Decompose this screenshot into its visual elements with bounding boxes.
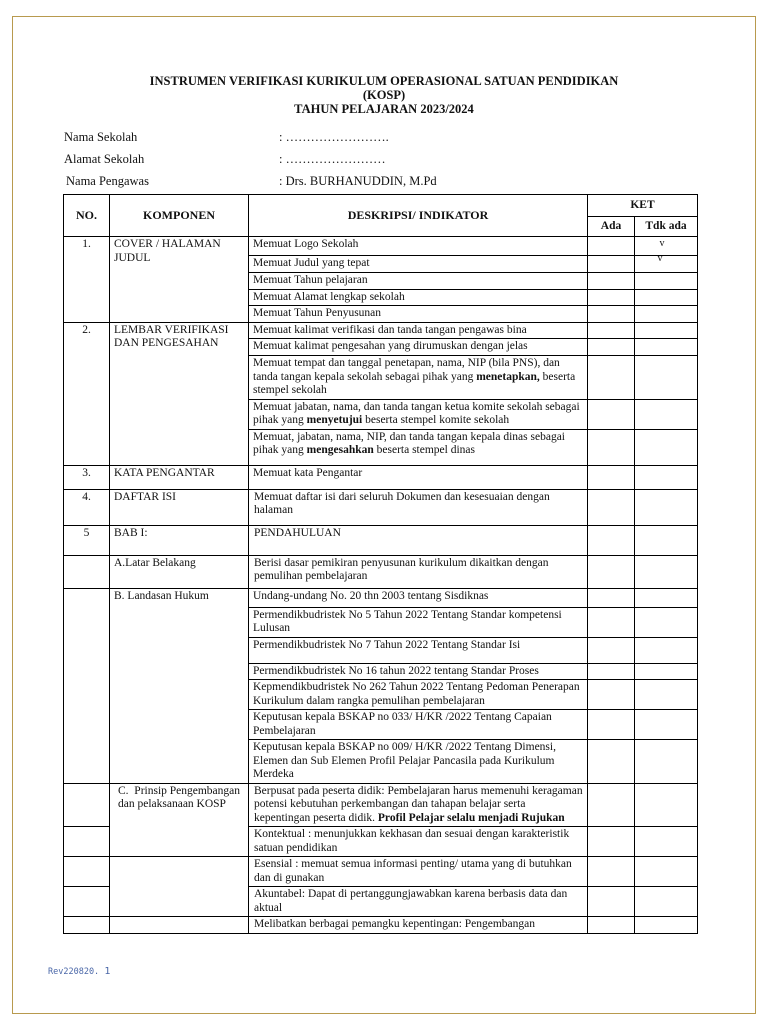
check-tdk-ada[interactable] [635, 680, 698, 710]
check-ada[interactable] [588, 289, 635, 306]
check-tdk-ada[interactable] [635, 783, 698, 827]
verification-table [63, 194, 698, 934]
indicator-cell: Memuat Tahun Penyusunan [249, 306, 588, 323]
indicator-cell: Permendikbudristek No 7 Tahun 2022 Tentang Standar Isi [249, 637, 588, 663]
check-tdk-ada[interactable] [635, 322, 698, 339]
header-no: NO. [64, 195, 110, 237]
row-number: 5 [64, 525, 110, 555]
indicator-cell: Undang-undang No. 20 thn 2003 tentang Sisdiknas [249, 588, 588, 607]
row-number [64, 588, 110, 783]
check-tdk-ada[interactable] [635, 827, 698, 857]
table-row [64, 783, 698, 827]
indicator-cell: Keputusan kepala BSKAP no 033/ H/KR /2022 Tentang Capaian Pembelajaran [249, 710, 588, 740]
header-tdk-ada: Tdk ada [635, 217, 698, 237]
table-row [64, 555, 698, 588]
check-ada[interactable] [588, 237, 635, 256]
check-tdk-ada[interactable] [635, 273, 698, 290]
check-tdk-ada[interactable] [635, 489, 698, 525]
check-ada[interactable] [588, 273, 635, 290]
indicator-cell: Memuat Alamat lengkap sekolah [249, 289, 588, 306]
school-name-value: : ……………………. [279, 130, 389, 144]
document-title: INSTRUMEN VERIFIKASI KURIKULUM OPERASIONAL SATUAN PENDIDIKAN [149, 74, 619, 88]
check-tdk-ada[interactable] [635, 399, 698, 429]
row-number: 3. [64, 465, 110, 489]
check-tdk-ada[interactable] [635, 663, 698, 680]
check-ada[interactable] [588, 339, 635, 356]
check-ada[interactable] [588, 465, 635, 489]
indicator-cell: Memuat, jabatan, nama, NIP, dan tanda tangan kepala dinas sebagai pihak yang mengesahkan beserta stempel dinas [249, 429, 588, 465]
component-cell: A.Latar Belakang [110, 555, 249, 588]
row-number: 1. [64, 237, 110, 323]
check-ada[interactable] [588, 356, 635, 400]
indicator-cell: Memuat tempat dan tanggal penetapan, nama, NIP (bila PNS), dan tanda tangan kepala sekolah sebagai pihak yang menetapkan, beserta stempel sekolah [249, 356, 588, 400]
table-row [64, 525, 698, 555]
check-tdk-ada[interactable] [635, 740, 698, 784]
check-tdk-ada[interactable] [635, 887, 698, 917]
check-tdk-ada[interactable] [635, 289, 698, 306]
check-ada[interactable] [588, 306, 635, 323]
indicator-cell: Memuat Logo Sekolah [249, 237, 588, 256]
table-row [64, 465, 698, 489]
academic-year: TAHUN PELAJARAN 2023/2024 [294, 102, 474, 116]
check-tdk-ada[interactable] [635, 306, 698, 323]
row-number [64, 917, 110, 934]
indicator-cell: Keputusan kepala BSKAP no 009/ H/KR /2022 Tentang Dimensi, Elemen dan Sub Elemen Profil Pelajar Pancasila pada Kurikulum Merdeka [249, 740, 588, 784]
check-ada[interactable] [588, 783, 635, 827]
header-komponen: KOMPONEN [110, 195, 249, 237]
component-cell: C. Prinsip Pengembangan dan pelaksanaan KOSP [110, 783, 249, 857]
indicator-cell: Melibatkan berbagai pemangku kepentingan: Pengembangan [249, 917, 588, 934]
table-row [64, 857, 698, 887]
component-cell: BAB I: [110, 525, 249, 555]
check-ada[interactable] [588, 740, 635, 784]
indicator-cell: Berisi dasar pemikiran penyusunan kurikulum dikaitkan dengan pemulihan pembelajaran [249, 555, 588, 588]
supervisor-label: Nama Pengawas [66, 174, 149, 188]
check-ada[interactable] [588, 710, 635, 740]
school-address-value: : …………………… [279, 152, 386, 166]
check-ada[interactable] [588, 322, 635, 339]
check-ada[interactable] [588, 680, 635, 710]
component-cell: LEMBAR VERIFIKASI DAN PENGESAHAN [110, 322, 249, 465]
table-row [64, 917, 698, 934]
check-ada[interactable] [588, 555, 635, 588]
check-tdk-ada[interactable] [635, 607, 698, 637]
header-deskripsi: DESKRIPSI/ INDIKATOR [249, 195, 588, 237]
check-tdk-ada[interactable] [635, 339, 698, 356]
indicator-cell: Kontektual : menunjukkan kekhasan dan sesuai dengan karakteristik satuan pendidikan [249, 827, 588, 857]
row-number [64, 857, 110, 887]
revision-code: Rev220820. [48, 967, 100, 977]
table-row [64, 588, 698, 607]
row-number [64, 555, 110, 588]
check-ada[interactable] [588, 399, 635, 429]
check-tdk-ada[interactable] [635, 917, 698, 934]
page-footer [48, 966, 110, 977]
check-ada[interactable] [588, 663, 635, 680]
row-number: 2. [64, 322, 110, 465]
component-cell: COVER / HALAMAN JUDUL [110, 237, 249, 323]
row-number [64, 783, 110, 827]
indicator-cell: Memuat jabatan, nama, dan tanda tangan ketua komite sekolah sebagai pihak yang menyetujui beserta stempel komite sekolah [249, 399, 588, 429]
supervisor-value: : Drs. BURHANUDDIN, M.Pd [279, 174, 437, 188]
indicator-cell: Memuat Tahun pelajaran [249, 273, 588, 290]
check-ada[interactable] [588, 489, 635, 525]
check-ada[interactable] [588, 887, 635, 917]
indicator-cell: Memuat kalimat verifikasi dan tanda tangan pengawas bina [249, 322, 588, 339]
indicator-cell: Kepmendikbudristek No 262 Tahun 2022 Tentang Pedoman Penerapan Kurikulum dalam rangka pemulihan pembelajaran [249, 680, 588, 710]
component-cell: B. Landasan Hukum [110, 588, 249, 783]
check-tdk-ada[interactable]: v [635, 256, 698, 273]
indicator-cell: Esensial : memuat semua informasi penting/ utama yang di butuhkan dan di gunakan [249, 857, 588, 887]
indicator-cell: Permendikbudristek No 5 Tahun 2022 Tentang Standar kompetensi Lulusan [249, 607, 588, 637]
component-cell [110, 917, 249, 934]
row-number [64, 827, 110, 857]
document-subtitle: (KOSP) [362, 88, 406, 102]
table-row [64, 489, 698, 525]
check-tdk-ada[interactable] [635, 429, 698, 465]
indicator-cell: Memuat Judul yang tepat [249, 256, 588, 273]
header-ada: Ada [588, 217, 635, 237]
check-tdk-ada[interactable] [635, 710, 698, 740]
check-ada[interactable] [588, 525, 635, 555]
indicator-cell: Permendikbudristek No 16 tahun 2022 tentang Standar Proses [249, 663, 588, 680]
component-cell [110, 857, 249, 917]
check-tdk-ada[interactable] [635, 857, 698, 887]
page-number: 1 [104, 966, 111, 977]
indicator-cell: PENDAHULUAN [249, 525, 588, 555]
school-address-label: Alamat Sekolah [64, 152, 145, 166]
check-tdk-ada[interactable] [635, 588, 698, 607]
check-tdk-ada[interactable] [635, 525, 698, 555]
check-ada[interactable] [588, 256, 635, 273]
school-name-label: Nama Sekolah [64, 130, 138, 144]
check-ada[interactable] [588, 637, 635, 663]
check-tdk-ada[interactable] [635, 356, 698, 400]
check-tdk-ada[interactable] [635, 637, 698, 663]
check-ada[interactable] [588, 857, 635, 887]
indicator-cell: Memuat kalimat pengesahan yang dirumuskan dengan jelas [249, 339, 588, 356]
check-tdk-ada[interactable] [635, 465, 698, 489]
check-ada[interactable] [588, 429, 635, 465]
row-number: 4. [64, 489, 110, 525]
check-tdk-ada[interactable]: v [635, 237, 698, 256]
indicator-cell: Memuat kata Pengantar [249, 465, 588, 489]
check-ada[interactable] [588, 827, 635, 857]
row-number [64, 887, 110, 917]
check-ada[interactable] [588, 607, 635, 637]
check-tdk-ada[interactable] [635, 555, 698, 588]
check-ada[interactable] [588, 917, 635, 934]
table-row [64, 322, 698, 339]
component-cell: DAFTAR ISI [110, 489, 249, 525]
component-cell: KATA PENGANTAR [110, 465, 249, 489]
table-row [64, 237, 698, 256]
check-ada[interactable] [588, 588, 635, 607]
header-ket: KET [588, 195, 698, 217]
indicator-cell: Berpusat pada peserta didik: Pembelajaran harus memenuhi keragaman potensi kebutuhan perkembangan dan tahapan belajar serta kepentingan peserta didik. Profil Pelajar selalu menjadi Rujukan [249, 783, 588, 827]
indicator-cell: Akuntabel: Dapat di pertanggungjawabkan karena berbasis data dan aktual [249, 887, 588, 917]
indicator-cell: Memuat daftar isi dari seluruh Dokumen dan kesesuaian dengan halaman [249, 489, 588, 525]
